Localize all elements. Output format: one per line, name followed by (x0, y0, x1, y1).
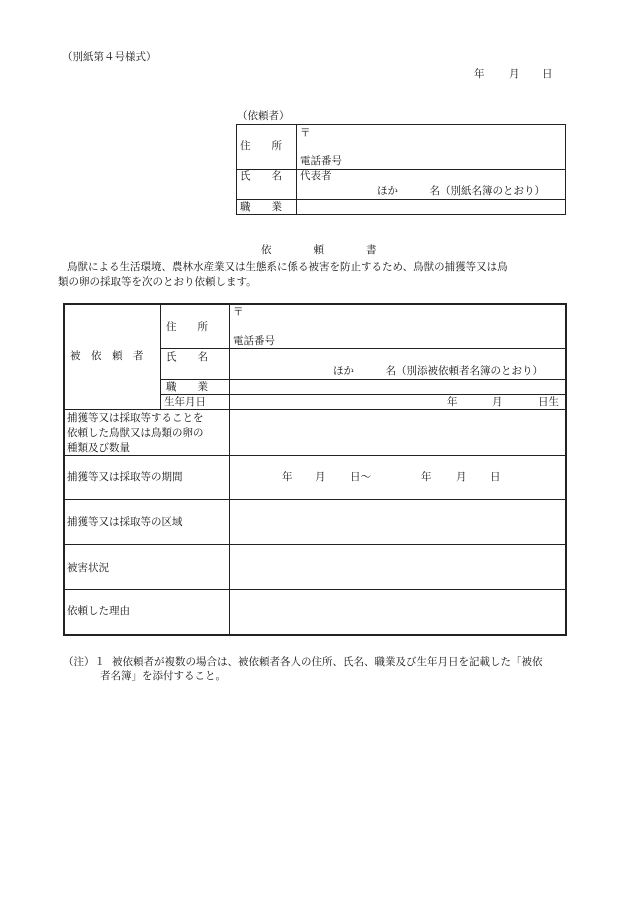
requestee-postal-mark: 〒 (233, 306, 244, 318)
species-label-line-3: 種類及び数量 (67, 442, 130, 454)
note-line-2: 者名簿」を添付すること。 (100, 670, 226, 682)
body-line-2: 類の卵の採取等を次のとおり依頼します。 (58, 276, 257, 288)
date-month: 月 (509, 68, 520, 80)
date-day: 日 (542, 68, 553, 80)
birth-day: 日生 (538, 396, 559, 408)
birth-month: 月 (492, 396, 503, 408)
requestee-birthdate-label: 生年月日 (164, 396, 206, 408)
period-label: 捕獲等又は採取等の期間 (67, 471, 183, 483)
note-line-1: 被依頼者が複数の場合は、被依頼者各人の住所、氏名、職業及び生年月日を記載した「被依 (112, 656, 543, 668)
requester-section-label: （依頼者） (237, 110, 290, 122)
document-title: 依 頼 書 (261, 244, 377, 256)
form-number: （別紙第４号様式） (62, 51, 157, 63)
requester-occupation-label: 職 業 (240, 201, 282, 213)
period-end-year: 年 (421, 471, 432, 483)
requestee-address-label: 住 所 (166, 321, 208, 333)
requestee-others-note: ほか 名（別添被依頼者名簿のとおり） (333, 365, 543, 377)
date-year: 年 (474, 68, 485, 80)
requester-name-label: 氏 名 (240, 170, 282, 182)
period-end-month: 月 (456, 471, 467, 483)
requester-others-note: ほか 名（別紙名簿のとおり） (377, 185, 545, 197)
period-end-day: 日 (490, 471, 501, 483)
reason-label: 依頼した理由 (67, 605, 130, 617)
area-label: 捕獲等又は採取等の区域 (67, 516, 183, 528)
period-start-month: 月 (315, 471, 326, 483)
requestee-label: 被 依 頼 者 (70, 350, 144, 362)
requestee-name-label: 氏 名 (166, 351, 208, 363)
period-start-day: 日〜 (350, 471, 371, 483)
requestee-phone-label: 電話番号 (233, 335, 275, 347)
birth-year: 年 (447, 396, 458, 408)
species-label-line-2: 依頼した鳥獣又は鳥類の卵の (67, 427, 204, 439)
period-start-year: 年 (282, 471, 293, 483)
requester-address-label: 住 所 (240, 140, 282, 152)
requester-representative-label: 代表者 (300, 170, 332, 182)
body-line-1: 鳥獣による生活環境、農林水産業又は生態系に係る被害を防止するため、鳥獣の捕獲等又は鳥 (67, 261, 508, 273)
requester-phone-label: 電話番号 (300, 155, 342, 167)
requester-postal-mark: 〒 (300, 127, 311, 139)
species-label-line-1: 捕獲等又は採取等することを (67, 412, 204, 424)
requestee-occupation-label: 職 業 (166, 381, 208, 393)
note-prefix: （注）１ (63, 656, 105, 668)
damage-label: 被害状況 (67, 562, 109, 574)
